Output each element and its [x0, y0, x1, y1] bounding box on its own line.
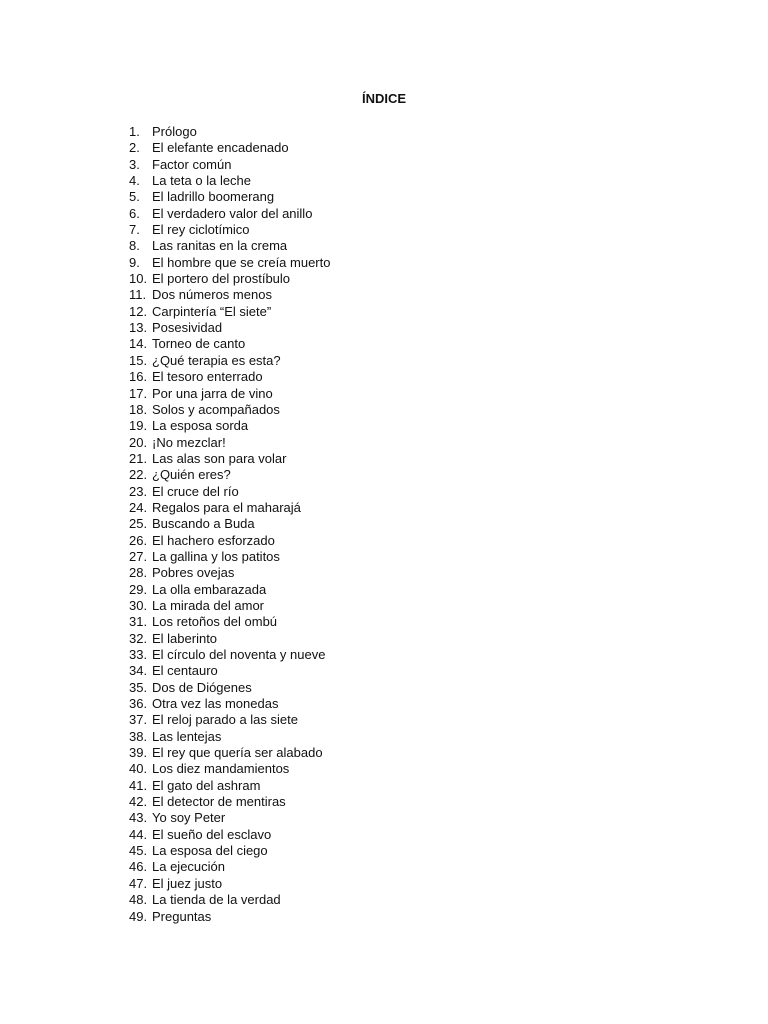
toc-entry-number: 25. — [129, 516, 148, 532]
toc-entry-number: 20. — [129, 434, 148, 450]
toc-entry-number: 42. — [129, 794, 148, 810]
toc-entry-number: 47. — [129, 875, 148, 891]
toc-entry-title: Preguntas — [152, 908, 212, 924]
toc-entry-number: 46. — [129, 859, 148, 875]
toc-entry-title: La mirada del amor — [152, 597, 264, 613]
toc-entry — [129, 140, 330, 156]
toc-entry-number: 21. — [129, 450, 148, 466]
toc-entry-title: Regalos para el maharajá — [152, 499, 301, 515]
toc-entry — [129, 827, 330, 843]
toc-entry — [129, 369, 330, 385]
toc-entry-number: 13. — [129, 320, 148, 336]
toc-entry-number: 8. — [129, 238, 140, 254]
toc-entry-title: El sueño del esclavo — [152, 826, 272, 842]
toc-entry-number: 31. — [129, 614, 148, 630]
toc-entry-title: El centauro — [152, 663, 218, 679]
toc-entry-title: La teta o la leche — [152, 173, 252, 189]
toc-entry — [129, 663, 330, 679]
toc-entry — [129, 778, 330, 794]
toc-entry — [129, 712, 330, 728]
toc-entry — [129, 680, 330, 696]
toc-entry-title: Torneo de canto — [152, 336, 246, 352]
toc-entry — [129, 647, 330, 663]
toc-entry-title: El cruce del río — [152, 483, 239, 499]
toc-entry — [129, 810, 330, 826]
toc-entry-title: ¿Quién eres? — [152, 467, 231, 483]
toc-entry-number: 9. — [129, 254, 140, 270]
toc-entry-title: El tesoro enterrado — [152, 369, 263, 385]
toc-entry — [129, 271, 330, 287]
toc-entry-title: El ladrillo boomerang — [152, 189, 275, 205]
toc-entry-title: El rey que quería ser alabado — [152, 745, 323, 761]
toc-entry-number: 5. — [129, 189, 140, 205]
toc-entry-number: 36. — [129, 696, 148, 712]
toc-entry-number: 41. — [129, 777, 148, 793]
toc-entry — [129, 418, 330, 434]
toc-entry-title: El gato del ashram — [152, 777, 261, 793]
toc-entry-number: 1. — [129, 124, 140, 139]
toc-entry-number: 34. — [129, 663, 148, 679]
toc-entry-number: 10. — [129, 271, 148, 287]
toc-entry — [129, 386, 330, 402]
toc-entry-number: 19. — [129, 418, 148, 434]
toc-entry — [129, 287, 330, 303]
toc-entry-title: La ejecución — [152, 859, 225, 875]
toc-entry-title: Factor común — [152, 156, 232, 172]
toc-entry-title: El laberinto — [152, 630, 218, 646]
toc-entry-title: La esposa sorda — [152, 418, 249, 434]
toc-entry-number: 17. — [129, 385, 148, 401]
toc-entry — [129, 189, 330, 205]
toc-entry-title: El portero del prostíbulo — [152, 271, 291, 287]
toc-entry — [129, 729, 330, 745]
toc-entry-number: 28. — [129, 565, 148, 581]
toc-entry — [129, 631, 330, 647]
toc-entry — [129, 206, 330, 222]
toc-entry — [129, 794, 330, 810]
toc-entry-title: Las alas son para volar — [152, 450, 287, 466]
toc-entry-number: 4. — [129, 173, 140, 189]
table-of-contents — [129, 124, 330, 925]
toc-entry-title: Prólogo — [152, 124, 197, 139]
toc-entry — [129, 173, 330, 189]
toc-entry-number: 18. — [129, 401, 148, 417]
toc-entry — [129, 696, 330, 712]
toc-entry-number: 40. — [129, 761, 148, 777]
toc-entry-title: Dos de Diógenes — [152, 679, 252, 695]
toc-entry-title: Dos números menos — [152, 287, 272, 303]
toc-entry — [129, 745, 330, 761]
toc-entry-title: El hachero esforzado — [152, 532, 275, 548]
page-title: ÍNDICE — [361, 91, 407, 106]
toc-entry — [129, 565, 330, 581]
toc-entry — [129, 582, 330, 598]
toc-entry-number: 2. — [129, 140, 140, 156]
toc-entry-title: El detector de mentiras — [152, 794, 286, 810]
toc-entry — [129, 353, 330, 369]
toc-entry — [129, 549, 330, 565]
toc-entry-title: El verdadero valor del anillo — [152, 205, 313, 221]
toc-entry — [129, 598, 330, 614]
toc-entry-number: 7. — [129, 222, 140, 238]
toc-entry-title: La olla embarazada — [152, 581, 267, 597]
toc-entry-number: 22. — [129, 467, 148, 483]
toc-entry-title: El elefante encadenado — [152, 140, 289, 156]
toc-entry-title: Las lentejas — [152, 728, 222, 744]
toc-entry-title: Los retoños del ombú — [152, 614, 278, 630]
toc-entry-number: 6. — [129, 205, 140, 221]
toc-entry-title: Los diez mandamientos — [152, 761, 290, 777]
toc-entry-number: 23. — [129, 483, 148, 499]
toc-entry-title: El círculo del noventa y nueve — [152, 647, 326, 662]
toc-entry-title: El hombre que se creía muerto — [152, 254, 331, 270]
toc-entry — [129, 467, 330, 483]
toc-entry-title: Buscando a Buda — [152, 516, 255, 532]
toc-entry — [129, 843, 330, 859]
toc-entry — [129, 909, 330, 925]
toc-entry-title: Posesividad — [152, 320, 223, 336]
toc-entry-number: 38. — [129, 728, 148, 744]
toc-entry-title: ¿Qué terapia es esta? — [152, 352, 281, 368]
toc-entry — [129, 255, 330, 271]
toc-entry-number: 33. — [129, 647, 148, 662]
toc-entry — [129, 451, 330, 467]
toc-entry-title: La tienda de la verdad — [152, 892, 281, 908]
toc-entry-title: La esposa del ciego — [152, 843, 268, 859]
toc-entry-title: Pobres ovejas — [152, 565, 235, 581]
toc-entry-number: 32. — [129, 630, 148, 646]
toc-entry — [129, 320, 330, 336]
toc-entry — [129, 484, 330, 500]
toc-entry-title: La gallina y los patitos — [152, 548, 280, 564]
toc-entry — [129, 892, 330, 908]
toc-entry-title: ¡No mezclar! — [152, 434, 226, 450]
toc-entry-number: 24. — [129, 499, 148, 515]
toc-entry-number: 12. — [129, 303, 148, 319]
toc-entry-title: Por una jarra de vino — [152, 385, 273, 401]
toc-entry — [129, 533, 330, 549]
toc-entry-number: 49. — [129, 908, 148, 924]
toc-entry — [129, 516, 330, 532]
toc-entry-number: 35. — [129, 679, 148, 695]
toc-entry-number: 16. — [129, 369, 148, 385]
toc-entry-title: Las ranitas en la crema — [152, 238, 288, 254]
toc-entry-title: Yo soy Peter — [152, 810, 226, 826]
toc-entry — [129, 304, 330, 320]
toc-entry-number: 29. — [129, 581, 148, 597]
toc-entry — [129, 402, 330, 418]
toc-entry — [129, 124, 330, 140]
toc-entry-number: 14. — [129, 336, 148, 352]
toc-entry — [129, 157, 330, 173]
toc-entry-number: 43. — [129, 810, 148, 826]
toc-entry — [129, 614, 330, 630]
toc-entry — [129, 876, 330, 892]
toc-entry — [129, 500, 330, 516]
toc-entry-number: 3. — [129, 156, 140, 172]
toc-entry-number: 37. — [129, 712, 148, 728]
toc-entry-title: Solos y acompañados — [152, 401, 280, 417]
toc-entry-title: Otra vez las monedas — [152, 696, 279, 712]
toc-entry-title: El rey ciclotímico — [152, 222, 250, 238]
toc-entry-number: 44. — [129, 826, 148, 842]
toc-entry — [129, 859, 330, 875]
toc-entry-title: El juez justo — [152, 875, 223, 891]
toc-entry — [129, 222, 330, 238]
toc-entry — [129, 761, 330, 777]
toc-entry-number: 48. — [129, 892, 148, 908]
toc-entry-title: Carpintería “El siete” — [152, 303, 272, 319]
toc-entry-number: 27. — [129, 548, 148, 564]
toc-entry-number: 30. — [129, 597, 148, 613]
toc-entry — [129, 435, 330, 451]
toc-entry-title: El reloj parado a las siete — [152, 712, 298, 728]
toc-entry — [129, 336, 330, 352]
toc-entry-number: 15. — [129, 352, 148, 368]
toc-entry-number: 11. — [129, 287, 147, 303]
toc-entry-number: 39. — [129, 745, 148, 761]
toc-entry-number: 26. — [129, 532, 148, 548]
toc-entry — [129, 238, 330, 254]
toc-entry-number: 45. — [129, 843, 148, 859]
